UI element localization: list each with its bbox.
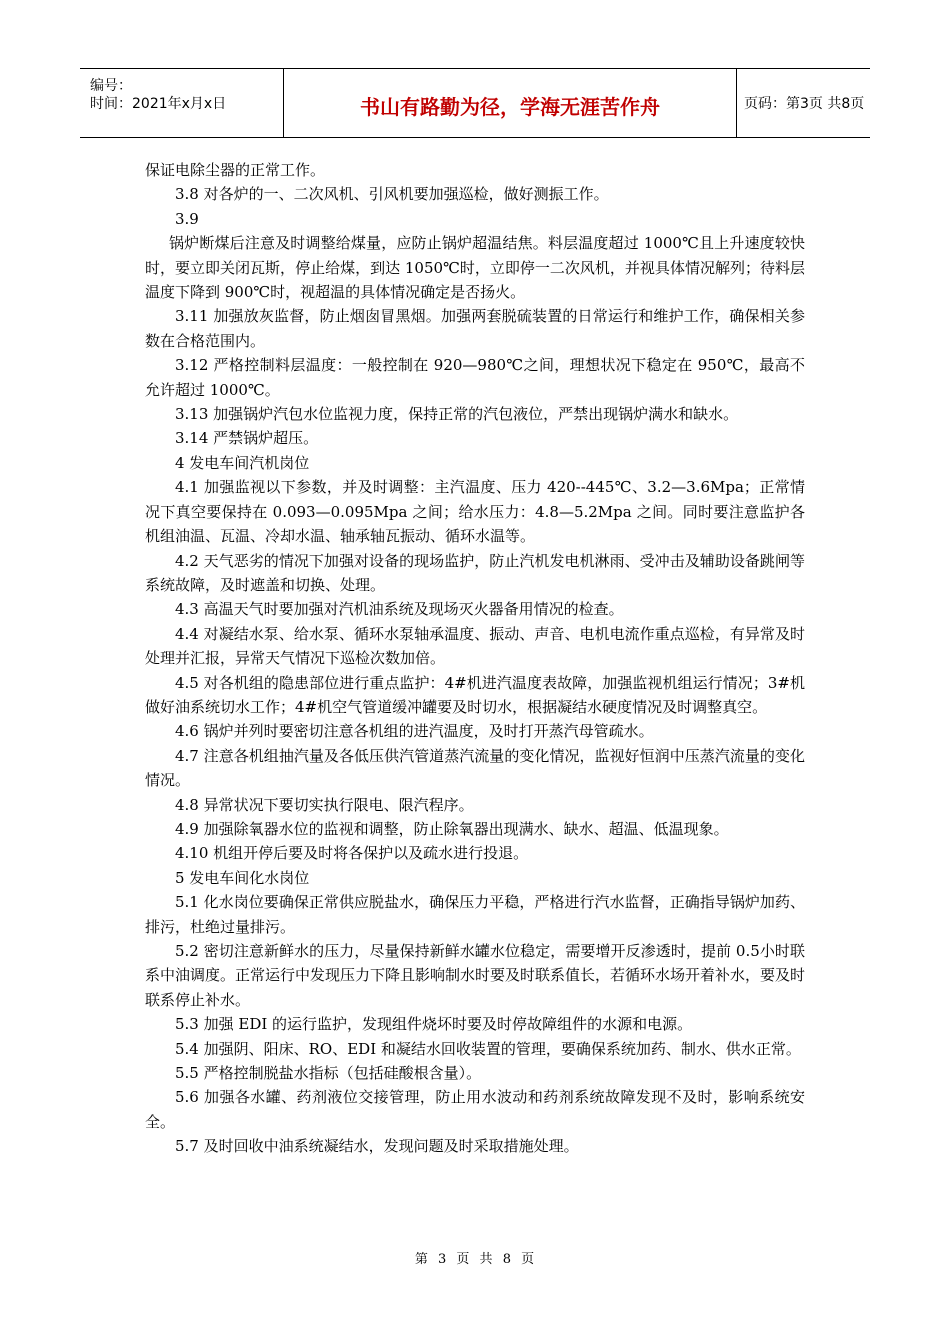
footer-page-number: 第 3 页 共 8 页 [414, 1252, 536, 1267]
paragraph: 5.1 化水岗位要确保正常供应脱盐水，确保压力平稳，严格进行汽水监督，正确指导锅炉加药、排污，杜绝过量排污。 [145, 893, 805, 936]
paragraph: 4.4 对凝结水泵、给水泵、循环水泵轴承温度、振动、声音、电机电流作重点巡检，有异常及时处理并汇报，异常天气情况下巡检次数加倍。 [145, 624, 805, 668]
paragraph: 4.9 加强除氧器水位的监视和调整，防止除氧器出现满水、缺水、超温、低温现象。 [175, 819, 729, 838]
section-heading: 4 发电车间汽机岗位 [175, 453, 310, 472]
paragraph: 3.14 严禁锅炉超压。 [175, 429, 319, 448]
header-motto: 书山有路勤为径，学海无涯苦作舟 [360, 95, 660, 119]
document-time-label: 时间：2021年x月x日 [90, 96, 227, 112]
paragraph: 4.6 锅炉并列时要密切注意各机组的进汽温度，及时打开蒸汽母管疏水。 [175, 722, 654, 741]
paragraph: 5.3 加强 EDI 的运行监护，发现组件烧坏时要及时停故障组件的水源和电源。 [175, 1015, 693, 1034]
paragraph: 3.13 加强锅炉汽包水位监视力度，保持正常的汽包液位，严禁出现锅炉满水和缺水。 [175, 405, 739, 424]
section-heading: 5 发电车间化水岗位 [175, 868, 310, 887]
header-page-code: 页码：第3页 共8页 [744, 96, 865, 112]
paragraph: 5.7 及时回收中油系统凝结水，发现问题及时采取措施处理。 [175, 1137, 579, 1156]
paragraph: 3.12 严格控制料层温度：一般控制在 920—980℃之间，理想状况下稳定在 950℃，最高不允许超过 1000℃。 [145, 356, 805, 399]
paragraph: 5.5 严格控制脱盐水指标（包括硅酸根含量）。 [175, 1064, 482, 1083]
paragraph: 4.5 对各机组的隐患部位进行重点监护：4#机进汽温度表故障，加强监视机组运行情况；3#机做好油系统切水工作；4#机空气管道缓冲罐要及时切水，根据凝结水硬度情况及时调整真空。 [145, 673, 805, 716]
paragraph: 4.7 注意各机组抽汽量及各低压供汽管道蒸汽流量的变化情况，监视好恒润中压蒸汽流量的变化情况。 [145, 746, 805, 790]
paragraph: 4.3 高温天气时要加强对汽机油系统及现场灭火器备用情况的检查。 [175, 600, 624, 619]
page-header [80, 68, 870, 138]
paragraph: 5.6 加强各水罐、药剂液位交接管理，防止用水波动和药剂系统故障发现不及时，影响系统安全。 [145, 1088, 805, 1131]
paragraph: 锅炉断煤后注意及时调整给煤量，应防止锅炉超温结焦。料层温度超过 1000℃且上升速度较快时，要立即关闭瓦斯，停止给煤，到达 1050℃时，立即停一二次风机，并视具体情况解列；待料层温度下降到 900℃时，视超温的具体情况确定是否扬火。 [145, 234, 805, 302]
header-page-cell [736, 69, 870, 137]
paragraph: 3.8 对各炉的一、二次风机、引风机要加强巡检，做好测振工作。 [175, 185, 609, 204]
paragraph: 3.9 [175, 209, 199, 228]
document-body [145, 158, 805, 1159]
paragraph: 4.10 机组开停后要及时将各保护以及疏水进行投退。 [175, 844, 529, 863]
paragraph: 3.11 加强放灰监督，防止烟囱冒黑烟。加强两套脱硫装置的日常运行和维护工作，确保相关参数在合格范围内。 [145, 307, 805, 350]
paragraph: 5.2 密切注意新鲜水的压力，尽量保持新鲜水罐水位稳定，需要增开反渗透时，提前 0.5小时联系中油调度。正常运行中发现压力下降且影响制水时要及时联系值长，若循环水场开着补水，要及时联系停止补水。 [145, 942, 806, 1009]
header-info-cell [80, 69, 283, 137]
page-footer [0, 1248, 950, 1267]
paragraph: 4.8 异常状况下要切实执行限电、限汽程序。 [175, 795, 474, 814]
paragraph: 4.2 天气恶劣的情况下加强对设备的现场监护，防止汽机发电机淋雨、受冲击及辅助设备跳闸等系统故障，及时遮盖和切换、处理。 [145, 551, 805, 594]
paragraph: 4.1 加强监视以下参数，并及时调整：主汽温度、压力 420--445℃、3.2—3.6Mpa；正常情况下真空要保持在 0.093—0.095Mpa 之间；给水压力：4.8—5.2Mpa 之间。同时要注意监护各机组油温、瓦温、冷却水温、轴承轴瓦振动、循环水温等。 [145, 478, 805, 546]
document-number-label: 编号： [90, 78, 132, 94]
paragraph: 5.4 加强阴、阳床、RO、EDI 和凝结水回收装置的管理，要确保系统加药、制水、供水正常。 [175, 1039, 801, 1058]
header-motto-cell [283, 69, 737, 137]
paragraph: 保证电除尘器的正常工作。 [145, 161, 326, 179]
